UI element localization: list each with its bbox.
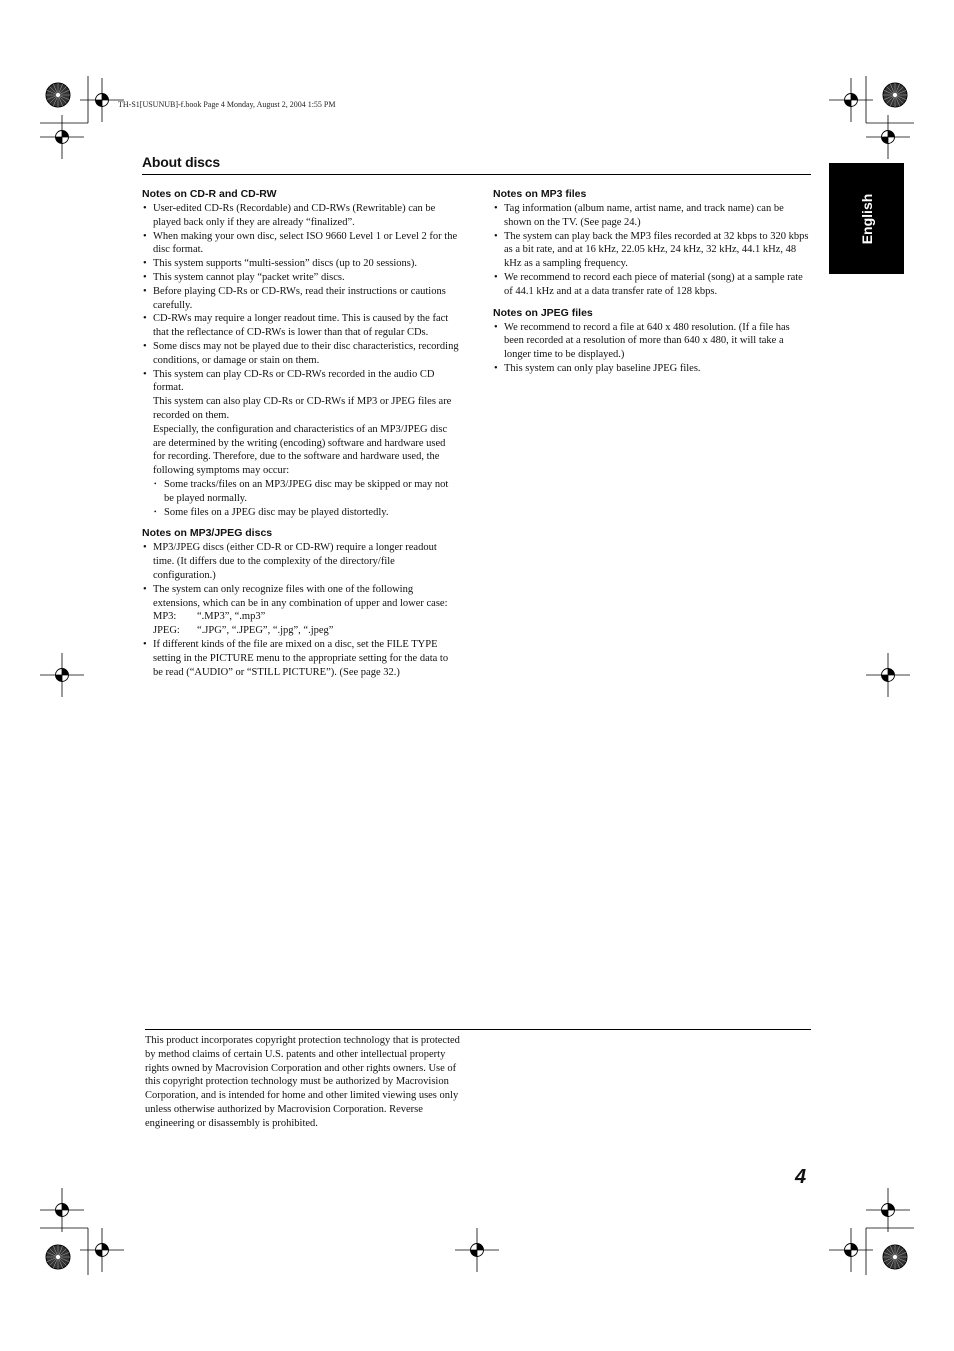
list-item: • MP3/JPEG discs (either CD-R or CD-RW) require a longer readout time. (It differs due to the complexity of the directory/file configuration.) — [142, 541, 460, 582]
list-item: • This system supports “multi-session” discs (up to 20 sessions). — [142, 257, 460, 271]
left-column — [142, 187, 460, 679]
title-rule — [142, 174, 811, 175]
list-item-continuation: This system can also play CD-Rs or CD-RWs if MP3 or JPEG files are recorded on them. — [153, 396, 452, 421]
list-item: • Some discs may not be played due to their disc characteristics, recording conditions, or damage or stain on them. — [142, 340, 460, 368]
jpeg-heading: Notes on JPEG files — [493, 306, 593, 319]
list-item-continuation: Especially, the configuration and characteristics of an MP3/JPEG disc are determined by the writing (encoding) software and hardware used for recording. Therefore, due to the software and hardware used, the following symptoms may occur: — [153, 423, 448, 477]
mp3-notes-list — [493, 202, 811, 299]
list-item-text: This system can play CD-Rs or CD-RWs recorded in the audio CD format. — [153, 368, 435, 394]
mp3jpeg-notes-list — [142, 541, 460, 679]
list-item: • CD-RWs may require a longer readout time. This is caused by the fact that the reflectance of CD-RWs is lower than that of regular CDs. — [142, 312, 460, 340]
print-header: TH-S1[USUNUB]-f.book Page 4 Monday, August 2, 2004 1:55 PM — [118, 100, 336, 109]
list-item: • User-edited CD-Rs (Recordable) and CD-RWs (Rewritable) can be played back only if they are already “finalized”. — [142, 202, 460, 230]
list-item: • We recommend to record each piece of material (song) at a sample rate of 44.1 kHz and at a data transfer rate of 128 kbps. — [493, 271, 811, 299]
footer-rule — [145, 1029, 811, 1030]
extension-values: “.MP3”, “.mp3” — [197, 611, 266, 623]
list-item: • When making your own disc, select ISO 9660 Level 1 or Level 2 for the disc format. — [142, 230, 460, 258]
extension-values: “.JPG”, “.JPEG”, “.jpg”, “.jpeg” — [197, 625, 334, 637]
extension-row-jpeg — [153, 624, 460, 638]
right-column — [493, 187, 811, 376]
list-item: • Before playing CD-Rs or CD-RWs, read their instructions or cautions carefully. — [142, 285, 460, 313]
list-item: • If different kinds of the file are mixed on a disc, set the FILE TYPE setting in the PICTURE menu to the appropriate setting for the data to be read (“AUDIO” or “STILL PICTURE”). (See page 32.) — [142, 638, 460, 679]
list-item: • We recommend to record a file at 640 x 480 resolution. (If a file has been recorded at a resolution of more than 640 x 480, it will take a longer time to be displayed.) — [493, 321, 811, 362]
list-item — [142, 368, 460, 520]
extension-label: JPEG: — [153, 625, 180, 637]
list-item: • Tag information (album name, artist name, and track name) can be shown on the TV. (See page 24.) — [493, 202, 811, 230]
mp3-heading: Notes on MP3 files — [493, 188, 587, 200]
language-tab-label: English — [858, 193, 875, 244]
list-item — [142, 583, 460, 638]
extension-row-mp3 — [153, 610, 460, 624]
mp3jpeg-heading: Notes on MP3/JPEG discs — [142, 527, 273, 540]
language-tab — [829, 163, 904, 274]
list-item-text: The system can only recognize files with one of the following extensions, which can be in any combination of upper and lower case: — [153, 583, 448, 609]
cdr-notes-list — [142, 202, 460, 519]
list-item: • This system cannot play “packet write” discs. — [142, 271, 460, 285]
copyright-notice: This product incorporates copyright protection technology that is protected by method claims of certain U.S. patents and other intellectual property rights owned by Macrovision Corporation and other rights owners. Use of this copyright protection technology must be authorized by Macrovision Corporation, and is intended for home and other limited viewing uses only unless otherwise authorized by Macrovision Corporation. Reverse engineering or disassembly is prohibited. — [145, 1035, 460, 1129]
cdr-heading: Notes on CD-R and CD-RW — [142, 188, 277, 200]
page-number: 4 — [795, 1166, 807, 1188]
section-title: About discs — [142, 154, 220, 170]
extension-label: MP3: — [153, 611, 177, 623]
symptoms-list — [153, 478, 460, 519]
list-item: • This system can only play baseline JPEG files. — [493, 362, 811, 376]
jpeg-notes-list — [493, 321, 811, 376]
list-item: • Some files on a JPEG disc may be played distortedly. — [153, 506, 460, 520]
list-item: • The system can play back the MP3 files recorded at 32 kbps to 320 kbps as a bit rate, and at 16 kHz, 22.05 kHz, 24 kHz, 32 kHz, 44.1 kHz, 48 kHz as a sampling frequency. — [493, 230, 811, 271]
list-item: • Some tracks/files on an MP3/JPEG disc may be skipped or may not be played normally. — [153, 478, 460, 506]
